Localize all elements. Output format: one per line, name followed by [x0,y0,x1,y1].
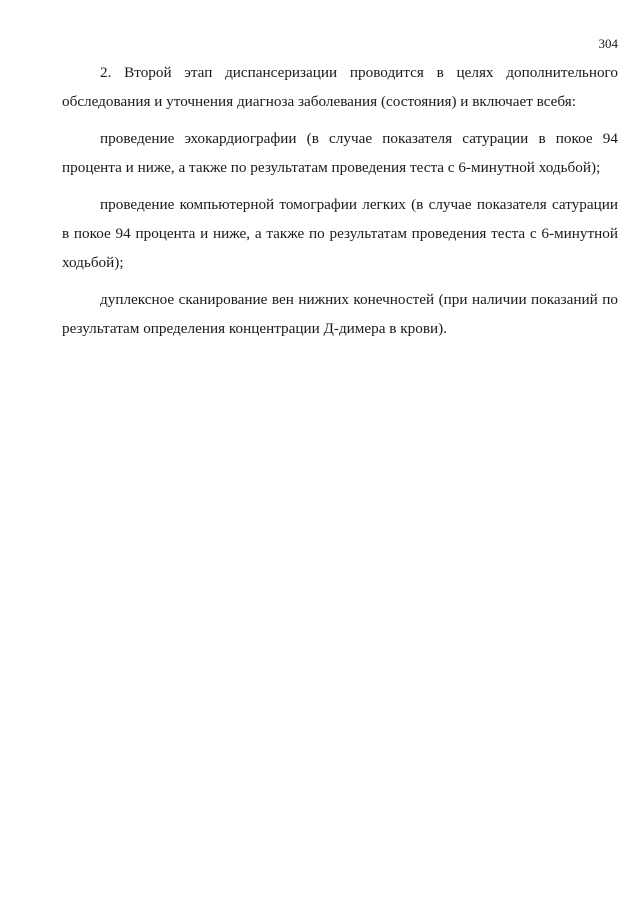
paragraph-duplex-scanning: дуплексное сканирование вен нижних конечностей (при наличии показаний по результатам определения концентрации Д-димера в крови). [62,291,618,337]
document-body [62,58,618,351]
paragraph-lung-ct: проведение компьютерной томографии легких (в случае показателя сатурации в покое 94 процента и ниже, а также по результатам проведения теста с 6-минутной ходьбой); [62,196,618,271]
paragraph-second-stage-intro: 2. Второй этап диспансеризации проводится в целях дополнительного обследования и уточнения диагноза заболевания (состояния) и включает всебя: [62,64,618,110]
paragraph-echocardiography: проведение эхокардиографии (в случае показателя сатурации в покое 94 процента и ниже, а также по результатам проведения теста с 6-минутной ходьбой); [62,130,618,176]
page-number: 304 [598,36,618,51]
